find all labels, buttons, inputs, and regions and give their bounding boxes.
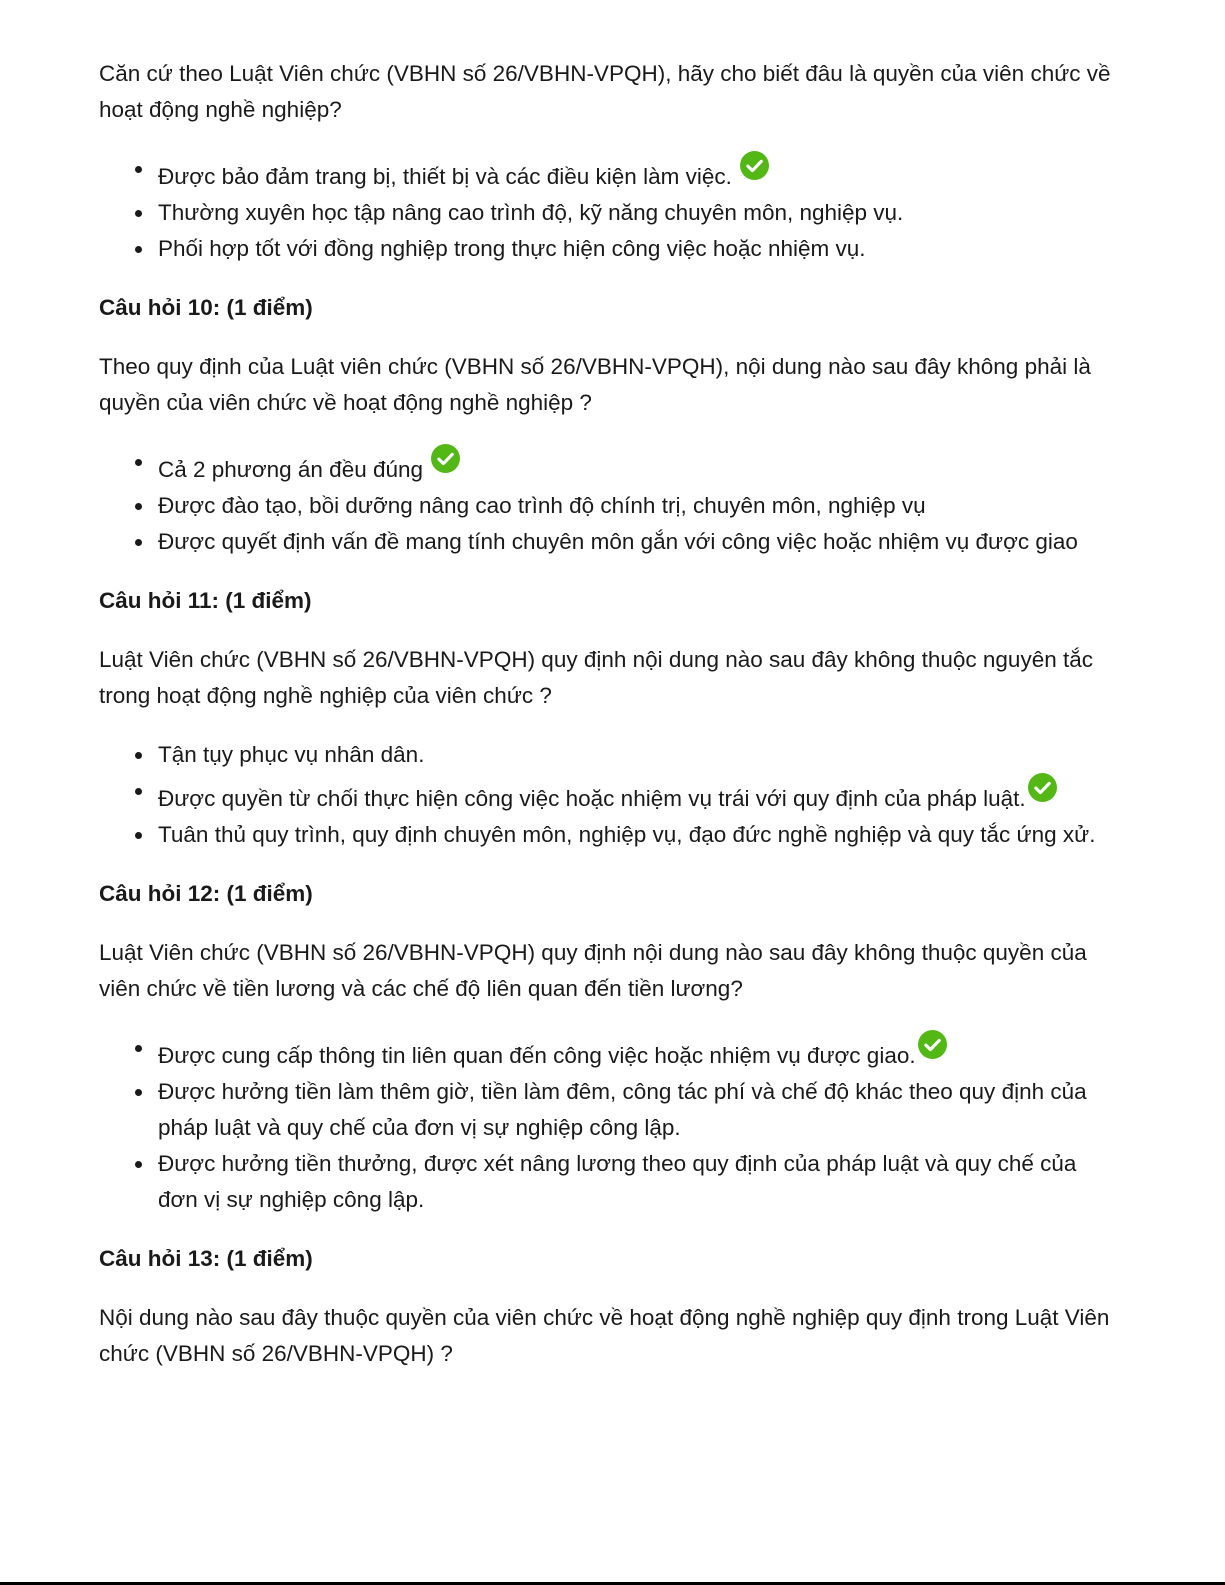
question-text: Luật Viên chức (VBHN số 26/VBHN-VPQH) quy định nội dung nào sau đây không thuộc nguyên tắc trong hoạt động nghề nghiệp của viên chức ?: [99, 647, 1093, 708]
answer-text: Được hưởng tiền thưởng, được xét nâng lương theo quy định của pháp luật và quy chế của đơn vị sự nghiệp công lập.: [158, 1151, 1077, 1212]
question-title: Câu hỏi 10: (1 điểm): [99, 295, 313, 320]
answer-option-correct: [99, 1030, 1119, 1074]
question-title: Câu hỏi 11: (1 điểm): [99, 588, 312, 613]
answer-text: Được bảo đảm trang bị, thiết bị và các điều kiện làm việc.: [158, 164, 732, 189]
answer-option: [99, 231, 1119, 267]
check-circle-icon: [918, 1030, 947, 1059]
check-circle-icon: [1028, 773, 1057, 802]
answer-option: [99, 737, 1119, 773]
answer-list: [99, 444, 1119, 560]
answer-option-correct: [99, 151, 1119, 195]
answer-text: Thường xuyên học tập nâng cao trình độ, kỹ năng chuyên môn, nghiệp vụ.: [158, 200, 904, 225]
answer-option: [99, 817, 1119, 853]
answer-text: Được cung cấp thông tin liên quan đến công việc hoặc nhiệm vụ được giao.: [158, 1043, 916, 1068]
answer-text: Được hưởng tiền làm thêm giờ, tiền làm đêm, công tác phí và chế độ khác theo quy định của pháp luật và quy chế của đơn vị sự nghiệp công lập.: [158, 1079, 1087, 1140]
answer-text: Cả 2 phương án đều đúng: [158, 457, 424, 482]
question-text: Nội dung nào sau đây thuộc quyền của viên chức về hoạt động nghề nghiệp quy định trong Luật Viên chức (VBHN số 26/VBHN-VPQH) ?: [99, 1305, 1110, 1366]
answer-text: Được đào tạo, bồi dưỡng nâng cao trình độ chính trị, chuyên môn, nghiệp vụ: [158, 493, 926, 518]
answer-option: [99, 1074, 1119, 1146]
check-circle-icon: [431, 444, 460, 473]
question-text: Luật Viên chức (VBHN số 26/VBHN-VPQH) quy định nội dung nào sau đây không thuộc quyền của viên chức về tiền lương và các chế độ liên quan đến tiền lương?: [99, 940, 1087, 1001]
question-title: Câu hỏi 12: (1 điểm): [99, 881, 313, 906]
answer-list: [99, 151, 1119, 267]
answer-text: Được quyết định vấn đề mang tính chuyên môn gắn với công việc hoặc nhiệm vụ được giao: [158, 529, 1078, 554]
answer-text: Tuân thủ quy trình, quy định chuyên môn, nghiệp vụ, đạo đức nghề nghiệp và quy tắc ứng xử.: [158, 822, 1096, 847]
answer-option-correct: [99, 773, 1119, 817]
answer-text: Tận tụy phục vụ nhân dân.: [158, 742, 425, 767]
question-title: Câu hỏi 13: (1 điểm): [99, 1246, 313, 1271]
answer-option-correct: [99, 444, 1119, 488]
answer-option: [99, 195, 1119, 231]
answer-option: [99, 488, 1119, 524]
question-text: Theo quy định của Luật viên chức (VBHN số 26/VBHN-VPQH), nội dung nào sau đây không phải là quyền của viên chức về hoạt động nghề nghiệp ?: [99, 354, 1091, 415]
answer-list: [99, 737, 1119, 853]
answer-option: [99, 1146, 1119, 1218]
answer-option: [99, 524, 1119, 560]
answer-list: [99, 1030, 1119, 1218]
answer-text: Được quyền từ chối thực hiện công việc hoặc nhiệm vụ trái với quy định của pháp luật.: [158, 786, 1026, 811]
answer-text: Phối hợp tốt với đồng nghiệp trong thực hiện công việc hoặc nhiệm vụ.: [158, 236, 866, 261]
quiz-document: [99, 56, 1119, 1372]
check-circle-icon: [740, 151, 769, 180]
question-text: Căn cứ theo Luật Viên chức (VBHN số 26/VBHN-VPQH), hãy cho biết đâu là quyền của viên chức về hoạt động nghề nghiệp?: [99, 61, 1111, 122]
